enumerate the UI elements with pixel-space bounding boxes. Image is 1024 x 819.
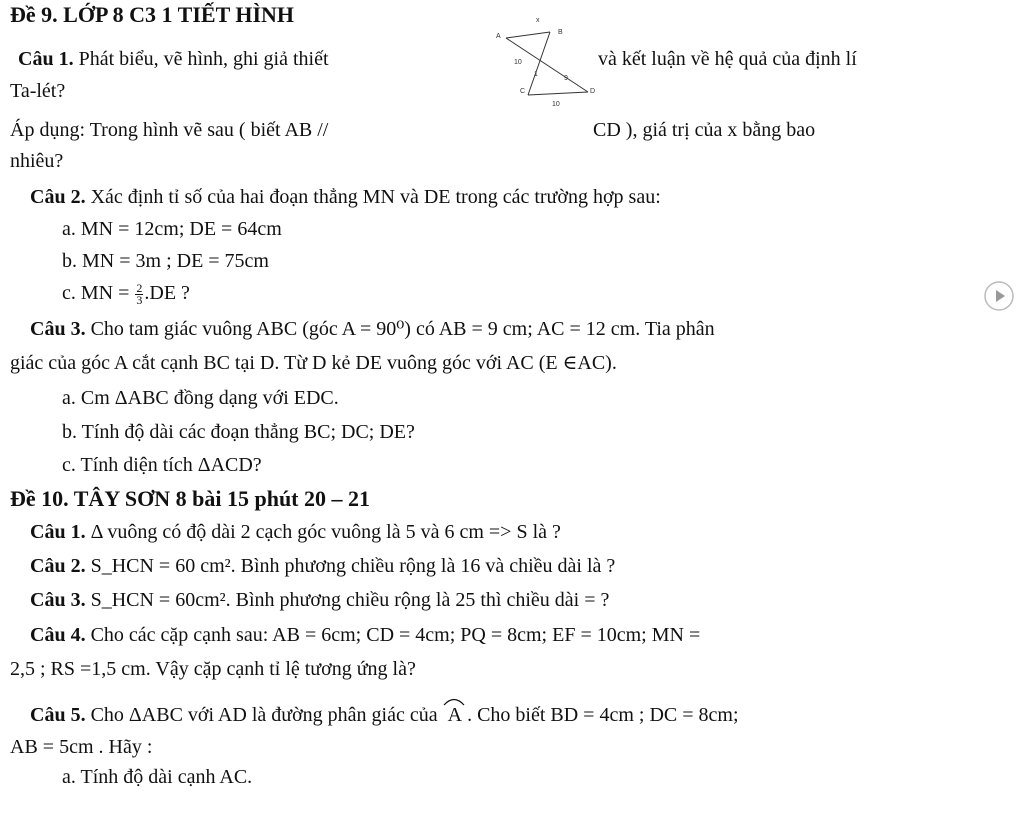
exam9-q1-line4: nhiêu?	[10, 150, 64, 172]
angle-a-symbol: A	[443, 702, 467, 728]
exam10-q5-label: Câu 5.	[30, 704, 86, 726]
exam10-q5-line2: AB = 5cm . Hãy :	[10, 736, 153, 758]
exam9-q1-line2: Ta-lét?	[10, 80, 66, 102]
label-c: C	[520, 88, 526, 95]
exam10-q4-line1: Câu 4. Cho các cặp cạnh sau: AB = 6cm; CD = 4cm; PQ = 8cm; EF = 10cm; MN =	[30, 624, 701, 646]
label-1: 1	[534, 71, 538, 78]
exam9-q1-line3a: Áp dụng: Trong hình vẽ sau ( biết AB //	[10, 119, 329, 141]
fraction-two-thirds: $\frac{2}{3}$	[136, 280, 143, 307]
label-x: x	[536, 17, 540, 24]
exam9-q2: Câu 2. Xác định tỉ số của hai đoạn thẳng MN và DE trong các trường hợp sau:	[30, 186, 661, 208]
angle-hat-icon	[443, 696, 465, 706]
exam9-q1-label: Câu 1.	[18, 48, 74, 70]
exam-9-title: Đề 9. LỚP 8 C3 1 TIẾT HÌNH	[10, 2, 295, 27]
label-10b: 10	[552, 101, 560, 108]
exam10-q1: Câu 1. Δ vuông có độ dài 2 cạch góc vuông là 5 và 6 cm => S là ?	[30, 521, 561, 543]
exam10-q1-label: Câu 1.	[30, 521, 86, 543]
label-9: 9	[564, 75, 568, 82]
exam10-q3: Câu 3. S_HCN = 60cm². Bình phương chiều rộng là 25 thì chiều dài = ?	[30, 589, 610, 611]
exam10-q2: Câu 2. S_HCN = 60 cm². Bình phương chiều rộng là 16 và chiều dài là ?	[30, 555, 616, 577]
segment-cd	[528, 92, 588, 95]
segment-bc	[528, 32, 550, 95]
exam9-q2-c: c. MN = $\frac{2}{3}$ .DE ?	[62, 280, 190, 307]
label-d: D	[590, 88, 596, 95]
exam9-q3-c: c. Tính diện tích ΔACD?	[62, 454, 262, 476]
label-10a: 10	[514, 59, 522, 66]
exam9-q2-b: b. MN = 3m ; DE = 75cm	[62, 250, 269, 272]
exam9-q1-line1b: và kết luận về hệ quả của định lí	[598, 48, 857, 70]
exam9-q3-a: a. Cm ΔABC đồng dạng với EDC.	[62, 387, 339, 409]
label-a: A	[496, 33, 501, 40]
thales-figure	[478, 0, 603, 112]
line3b-words: CD ), giá trị của x bằng bao	[593, 119, 816, 141]
exam10-q4-line2: 2,5 ; RS =1,5 cm. Vậy cặp cạnh tỉ lệ tương ứng là?	[10, 658, 416, 680]
exam9-q3-line2: giác của góc A cắt cạnh BC tại D. Từ D kẻ DE vuông góc với AC (E ∈AC).	[10, 352, 617, 374]
exam10-q5-line1: Câu 5. Cho ΔABC với AD là đường phân giác của A . Cho biết BD = 4cm ; DC = 8cm;	[30, 702, 739, 728]
play-icon[interactable]	[983, 280, 1015, 312]
segment-ab	[506, 32, 550, 38]
exam-10-title: Đề 10. TÂY SƠN 8 bài 15 phút 20 – 21	[10, 486, 371, 511]
exam9-q2-label: Câu 2.	[30, 186, 86, 208]
exam9-q3-label: Câu 3.	[30, 318, 86, 340]
exam9-q2-a: a. MN = 12cm; DE = 64cm	[62, 218, 282, 240]
exam10-q3-label: Câu 3.	[30, 589, 86, 611]
exam9-q1-line1a: Câu 1. Phát biểu, vẽ hình, ghi giả thiết	[18, 48, 329, 70]
exam10-q4-label: Câu 4.	[30, 624, 86, 646]
exam9-q1-line3b	[593, 117, 950, 143]
exam9-q3-line1: Câu 3. Cho tam giác vuông ABC (góc A = 90⁰) có AB = 9 cm; AC = 12 cm. Tia phân	[30, 318, 715, 340]
label-b: B	[558, 29, 563, 36]
exam9-q3-b: b. Tính độ dài các đoạn thẳng BC; DC; DE?	[62, 421, 415, 443]
exam10-q5-a: a. Tính độ dài cạnh AC.	[62, 766, 253, 788]
exam10-q2-label: Câu 2.	[30, 555, 86, 577]
